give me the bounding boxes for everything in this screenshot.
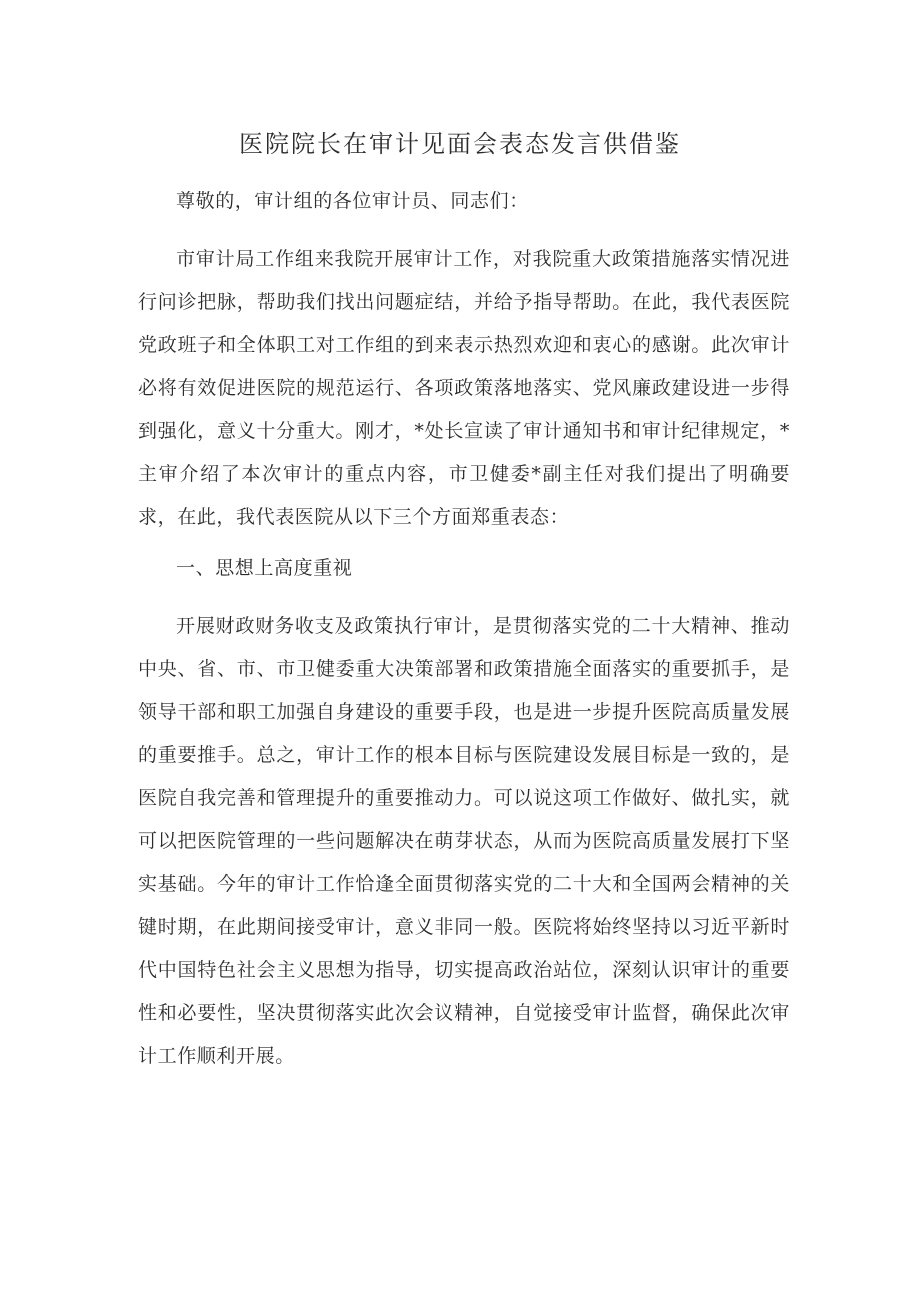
greeting-line: 尊敬的，审计组的各位审计员、同志们： xyxy=(176,190,529,212)
spacer xyxy=(138,223,790,238)
paragraph-section-1: 开展财政财务收支及政策执行审计，是贯彻落实党的二十大精神、推动中央、省、市、市卫健委重大决策部署和政策措施全面落实的重要抓手，是领导干部和职工加强自身建设的重要手段，也是进一步提升医院高质量发展的重要推手。总之，审计工作的根本目标与医院建设发展目标是一致的，是医院自我完善和管理提升的重要推动力。可以说这项工作做好、做扎实，就可以把医院管理的一些问题解决在萌芽状态，从而为医院高质量发展打下坚实基础。今年的审计工作恰逢全面贯彻落实党的二十大和全国两会精神的关键时期，在此期间接受审计，意义非同一般。医院将始终坚持以习近平新时代中国特色社会主义思想为指导，切实提高政治站位，深刻认识审计的重要性和必要性，坚决贯彻落实此次会议精神，自觉接受审计监督，确保此次审计工作顺利开展。 xyxy=(138,615,790,1067)
document-title: 医院院长在审计见面会表态发言供借鉴 xyxy=(239,130,681,158)
section-heading: 一、思想上高度重视 xyxy=(176,557,353,579)
paragraph-intro: 市审计局工作组来我院开展审计工作，对我院重大政策措施落实情况进行问诊把脉，帮助我们找出问题症结，并给予指导帮助。在此，我代表医院党政班子和全体职工对工作组的到来表示热烈欢迎和衷心的感谢。此次审计必将有效促进医院的规范运行、各项政策落地落实、党风廉政建设进一步得到强化，意义十分重大。刚才，*处长宣读了审计通知书和审计纪律规定，*主审介绍了本次审计的重点内容，市卫健委*副主任对我们提出了明确要求，在此，我代表医院从以下三个方面郑重表态： xyxy=(138,248,790,528)
document-body xyxy=(138,180,790,1078)
